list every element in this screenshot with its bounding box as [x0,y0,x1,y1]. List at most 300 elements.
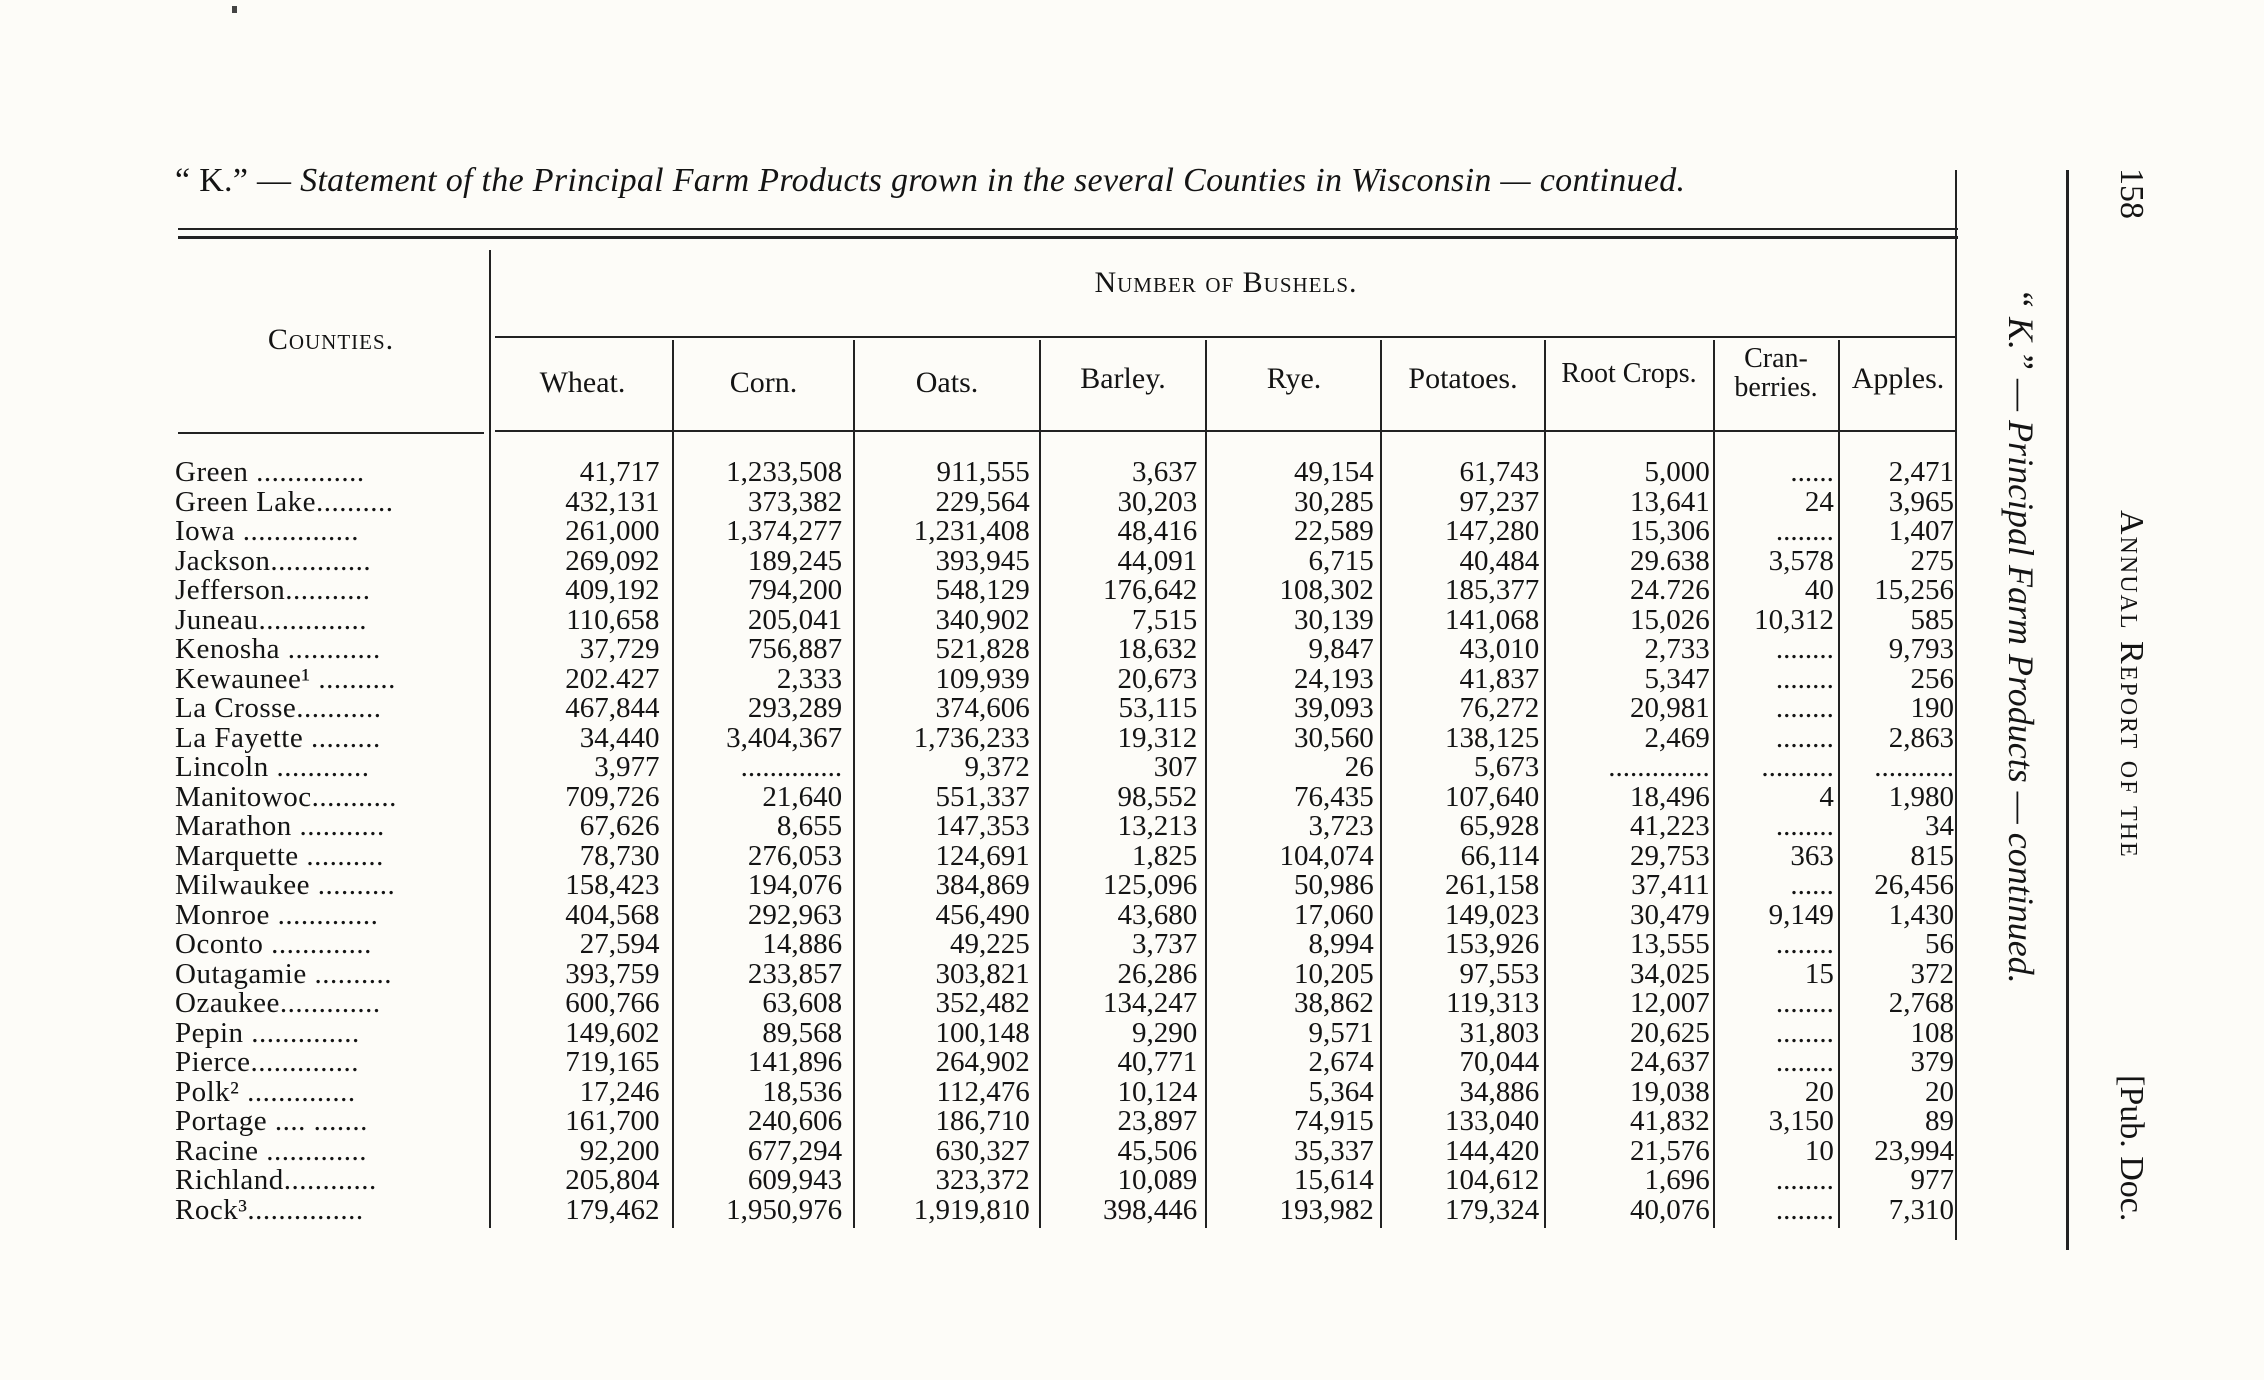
cell-rye: 193,982 [1279,1195,1374,1225]
cell-rye: 35,337 [1294,1136,1374,1166]
cell-wheat: 719,165 [565,1048,660,1078]
cell-corn: 141,896 [747,1048,843,1078]
cell-corn: .............. [740,753,843,783]
cell-potatoes: 133,040 [1445,1107,1540,1137]
table-row [175,724,1970,754]
cell-wheat: 37,729 [579,635,660,665]
cell-cran: 24 [1804,487,1834,517]
cell-potatoes: 97,553 [1459,959,1540,989]
cell-oats: 548,129 [935,576,1030,606]
header-barley: Barley. [1080,362,1166,395]
cell-root: 2,733 [1644,635,1710,665]
cell-cran: 15 [1804,959,1834,989]
cell-barley: 53,115 [1118,694,1198,724]
cell-apples: 26,456 [1874,871,1954,901]
cell-potatoes: 147,280 [1445,517,1540,547]
cell-root: 5,347 [1644,664,1710,694]
cell-oats: 911,555 [936,458,1030,488]
cell-apples: 7,310 [1888,1195,1954,1225]
cell-cran: ...... [1790,458,1834,488]
cell-name: La Fayette ......... [175,723,381,753]
cell-oats: 186,710 [935,1107,1030,1137]
header-number-of-bushels: Number of Bushels. [1094,266,1358,299]
header-apples: Apples. [1851,362,1945,395]
cell-root: 34,025 [1630,959,1710,989]
cell-cran: ...... [1790,871,1834,901]
cell-name: Ozaukee............. [175,989,381,1019]
cell-name: Jackson............. [175,546,372,576]
cell-name: Racine ............. [175,1136,368,1166]
cell-wheat: 404,568 [565,900,660,930]
cell-corn: 63,608 [762,989,843,1019]
header-bottom-rule-right [495,430,1957,432]
cell-apples: 2,863 [1888,723,1954,753]
cell-wheat: 158,423 [565,871,660,901]
cell-wheat: 17,246 [579,1077,660,1107]
cell-barley: 45,506 [1117,1136,1198,1166]
table-row [175,1048,1970,1078]
cell-corn: 89,568 [762,1018,843,1048]
cell-cran: 3,578 [1768,546,1834,576]
cell-potatoes: 76,272 [1459,694,1540,724]
cell-potatoes: 34,886 [1459,1077,1540,1107]
cell-oats: 521,828 [935,635,1030,665]
cell-root: 13,555 [1630,930,1710,960]
header-counties: Counties. [267,323,395,356]
cell-rye: 9,571 [1308,1018,1374,1048]
cell-barley: 125,096 [1102,871,1198,901]
cell-wheat: 202.427 [565,664,660,694]
cell-oats: 1,919,810 [913,1195,1030,1225]
cell-potatoes: 261,158 [1445,871,1540,901]
cell-corn: 794,200 [747,576,843,606]
cell-corn: 1,950,976 [726,1195,843,1225]
cell-apples: 190 [1910,694,1954,724]
cell-wheat: 110,658 [566,605,660,635]
table-row [175,517,1970,547]
cell-rye: 39,093 [1294,694,1374,724]
cell-root: 19,038 [1630,1077,1710,1107]
cell-oats: 109,939 [935,664,1030,694]
cell-cran: 9,149 [1768,900,1834,930]
cell-corn: 609,943 [747,1166,843,1196]
cell-oats: 264,902 [935,1048,1030,1078]
cell-wheat: 409,192 [565,576,660,606]
table-row [175,1078,1970,1108]
cell-root: 18,496 [1630,782,1710,812]
cell-potatoes: 66,114 [1460,841,1540,871]
cell-barley: 3,737 [1131,930,1198,960]
cell-name: Manitowoc........... [175,782,397,812]
table-row [175,488,1970,518]
cell-apples: 256 [1910,664,1954,694]
cell-cran: ........ [1775,1018,1834,1048]
cell-corn: 18,536 [762,1077,843,1107]
cell-potatoes: 149,023 [1445,900,1540,930]
cell-wheat: 467,844 [565,694,660,724]
table-row [175,576,1970,606]
cell-cran: ........ [1775,694,1834,724]
cell-cran: ........ [1775,1195,1834,1225]
cell-oats: 456,490 [935,900,1030,930]
cell-rye: 8,994 [1308,930,1374,960]
cell-corn: 233,857 [747,959,843,989]
cell-wheat: 41,717 [579,458,660,488]
cell-potatoes: 5,673 [1474,753,1540,783]
table-row [175,1196,1970,1226]
cell-apples: 977 [1910,1166,1954,1196]
cell-potatoes: 153,926 [1445,930,1540,960]
cell-apples: 379 [1910,1048,1954,1078]
cell-potatoes: 40,484 [1459,546,1540,576]
cell-potatoes: 144,420 [1445,1136,1540,1166]
cell-root: .............. [1608,753,1710,783]
cell-root: 20,625 [1630,1018,1710,1048]
cell-wheat: 432,131 [565,487,660,517]
cell-root: 24,637 [1630,1048,1710,1078]
cell-root: 37,411 [1631,871,1710,901]
cell-potatoes: 41,837 [1459,664,1540,694]
cell-wheat: 261,000 [565,517,660,547]
cell-rye: 22,589 [1294,517,1374,547]
cell-corn: 8,655 [776,812,843,842]
cell-cran: ........ [1775,812,1834,842]
cell-wheat: 27,594 [579,930,660,960]
cell-wheat: 269,092 [565,546,660,576]
cell-name: Rock³............... [175,1195,364,1225]
table-row [175,871,1970,901]
table-row [175,1166,1970,1196]
cell-apples: 585 [1910,605,1954,635]
cell-name: Pierce.............. [175,1048,359,1078]
cell-corn: 194,076 [747,871,843,901]
header-group-rule [495,336,1957,338]
cell-potatoes: 104,612 [1445,1166,1540,1196]
cell-oats: 352,482 [935,989,1030,1019]
cell-corn: 276,053 [747,841,843,871]
cell-root: 2,469 [1644,723,1710,753]
cell-wheat: 78,730 [579,841,660,871]
header-wheat: Wheat. [539,366,626,399]
cell-name: La Crosse........... [175,694,382,724]
cell-oats: 374,606 [935,694,1030,724]
running-title-vertical: “ K.” — Principal Farm Products — continued. [2001,288,2041,984]
cell-cran: ........ [1775,723,1834,753]
cell-barley: 13,213 [1117,812,1198,842]
cell-corn: 3,404,367 [726,723,843,753]
cell-potatoes: 107,640 [1445,782,1540,812]
cell-name: Kenosha ............ [175,635,381,665]
cell-root: 41,223 [1630,812,1710,842]
cell-name: Portage .... ....... [175,1107,368,1137]
cell-name: Richland............ [175,1166,377,1196]
cell-root: 21,576 [1630,1136,1710,1166]
cell-oats: 551,337 [935,782,1030,812]
cell-barley: 176,642 [1102,576,1198,606]
cell-oats: 147,353 [935,812,1030,842]
speck-mark [232,6,237,13]
cell-corn: 373,382 [747,487,843,517]
cell-oats: 229,564 [935,487,1030,517]
cell-rye: 3,723 [1308,812,1374,842]
title-rule-top [178,228,1958,230]
cell-root: 15,026 [1630,605,1710,635]
cell-apples: 815 [1910,841,1954,871]
cell-rye: 30,560 [1294,723,1374,753]
cell-apples: 15,256 [1874,576,1954,606]
cell-barley: 1,825 [1131,841,1198,871]
header-bottom-rule-left [178,432,484,434]
table-row [175,635,1970,665]
cell-apples: 3,965 [1888,487,1954,517]
cell-root: 40,076 [1630,1195,1710,1225]
cell-name: Green Lake.......... [175,487,394,517]
table-row [175,842,1970,872]
cell-barley: 19,312 [1117,723,1198,753]
cell-rye: 15,614 [1294,1166,1374,1196]
cell-root: 1,696 [1644,1166,1710,1196]
cell-cran: ........ [1775,1048,1834,1078]
cell-barley: 43,680 [1117,900,1198,930]
cell-potatoes: 31,803 [1459,1018,1540,1048]
cell-barley: 48,416 [1117,517,1198,547]
cell-oats: 124,691 [935,841,1030,871]
cell-barley: 10,124 [1117,1077,1198,1107]
cell-oats: 303,821 [935,959,1030,989]
cell-rye: 6,715 [1308,546,1374,576]
cell-apples: 23,994 [1874,1136,1954,1166]
title-prefix: “ K.” — [175,162,301,199]
table-row [175,783,1970,813]
header-root-crops: Root Crops. [1561,358,1697,389]
cell-cran: ........ [1775,989,1834,1019]
cell-corn: 21,640 [762,782,843,812]
cell-cran: ........ [1775,635,1834,665]
cell-wheat: 709,726 [565,782,660,812]
cell-root: 41,832 [1630,1107,1710,1137]
cell-barley: 18,632 [1117,635,1198,665]
cell-cran: ........ [1775,664,1834,694]
cell-oats: 323,372 [935,1166,1030,1196]
pub-doc-label: [Pub. Doc. [2113,1075,2150,1222]
cell-root: 13,641 [1630,487,1710,517]
page-number: 158 [2113,168,2150,219]
cell-wheat: 600,766 [565,989,660,1019]
cell-barley: 23,897 [1117,1107,1198,1137]
cell-apples: 34 [1925,812,1954,842]
table-row [175,665,1970,695]
cell-wheat: 149,602 [565,1018,660,1048]
cell-corn: 293,289 [747,694,843,724]
cell-root: 15,306 [1630,517,1710,547]
cell-rye: 104,074 [1279,841,1374,871]
cell-apples: 1,407 [1888,517,1954,547]
cell-root: 29.638 [1630,546,1710,576]
cell-root: 12,007 [1630,989,1710,1019]
cell-barley: 10,089 [1117,1166,1198,1196]
cell-corn: 14,886 [762,930,843,960]
table-row [175,989,1970,1019]
cell-corn: 2,333 [776,664,843,694]
title-italic: Statement of the Principal Farm Products grown in the several Counties in Wisconsin — continued. [300,162,1686,199]
cell-potatoes: 185,377 [1445,576,1540,606]
cell-barley: 44,091 [1117,546,1198,576]
cell-potatoes: 119,313 [1446,989,1540,1019]
cell-wheat: 161,700 [565,1107,660,1137]
cell-name: Pepin .............. [175,1018,360,1048]
cell-barley: 20,673 [1117,664,1198,694]
cell-barley: 40,771 [1117,1048,1198,1078]
cell-rye: 108,302 [1279,576,1374,606]
cell-cran: 363 [1790,841,1834,871]
cell-rye: 50,986 [1294,871,1374,901]
cell-potatoes: 70,044 [1459,1048,1540,1078]
cell-rye: 9,847 [1308,635,1374,665]
side-rule [2066,170,2069,1250]
table-row [175,547,1970,577]
cell-rye: 49,154 [1294,458,1374,488]
cell-cran: 3,150 [1768,1107,1834,1137]
cell-apples: 1,980 [1888,782,1954,812]
cell-apples: 275 [1910,546,1954,576]
cell-cran: 4 [1819,782,1834,812]
cell-root: 5,000 [1644,458,1710,488]
cell-corn: 1,233,508 [726,458,843,488]
cell-wheat: 393,759 [565,959,660,989]
farm-products-table [175,458,1970,1225]
cell-apples: 20 [1925,1077,1954,1107]
cell-rye: 2,674 [1308,1048,1374,1078]
cell-rye: 24,193 [1294,664,1374,694]
table-row [175,458,1970,488]
cell-apples: 2,471 [1888,458,1954,488]
cell-apples: 1,430 [1888,900,1954,930]
cell-cran: 20 [1804,1077,1834,1107]
cell-wheat: 92,200 [579,1136,660,1166]
cell-name: Milwaukee .......... [175,871,396,901]
table-row [175,812,1970,842]
cell-oats: 100,148 [935,1018,1030,1048]
cell-barley: 7,515 [1131,605,1198,635]
cell-apples: 9,793 [1888,635,1954,665]
header-rye: Rye. [1266,362,1322,395]
cell-cran: ........ [1775,517,1834,547]
table-row [175,606,1970,636]
cell-root: 24.726 [1630,576,1710,606]
cell-cran: .......... [1761,753,1834,783]
cell-name: Juneau.............. [175,605,368,635]
cell-oats: 630,327 [935,1136,1030,1166]
cell-potatoes: 97,237 [1459,487,1540,517]
cell-name: Marathon ........... [175,812,385,842]
cell-name: Green .............. [175,458,365,488]
cell-name: Marquette .......... [175,841,384,871]
cell-rye: 76,435 [1294,782,1374,812]
cell-name: Lincoln ............ [175,753,370,783]
cell-oats: 384,869 [935,871,1030,901]
cell-name: Outagamie .......... [175,959,392,989]
cell-cran: ........ [1775,930,1834,960]
cell-barley: 3,637 [1131,458,1198,488]
cell-name: Kewaunee¹ .......... [175,664,396,694]
cell-oats: 1,736,233 [913,723,1030,753]
cell-corn: 292,963 [747,900,843,930]
cell-cran: 10,312 [1754,605,1834,635]
table-row [175,694,1970,724]
table-row [175,930,1970,960]
cell-potatoes: 61,743 [1459,458,1540,488]
cell-root: 30,479 [1630,900,1710,930]
cell-name: Iowa ............... [175,517,359,547]
cell-name: Oconto ............. [175,930,372,960]
cell-barley: 134,247 [1102,989,1198,1019]
cell-oats: 49,225 [949,930,1030,960]
cell-rye: 38,862 [1294,989,1374,1019]
cell-oats: 112,476 [936,1077,1030,1107]
cell-root: 29,753 [1630,841,1710,871]
cell-oats: 1,231,408 [913,517,1030,547]
cell-rye: 5,364 [1308,1077,1374,1107]
cell-rye: 26 [1344,753,1374,783]
cell-potatoes: 141,068 [1445,605,1540,635]
table-row [175,1107,1970,1137]
cell-corn: 1,374,277 [726,517,843,547]
header-oats: Oats. [915,366,979,399]
cell-oats: 393,945 [935,546,1030,576]
cell-name: Monroe ............. [175,900,379,930]
cell-barley: 26,286 [1117,959,1198,989]
cell-apples: 2,768 [1888,989,1954,1019]
cell-rye: 74,915 [1294,1107,1374,1137]
title-rule-bottom [178,236,1958,239]
header-corn: Corn. [729,366,798,399]
cell-potatoes: 43,010 [1459,635,1540,665]
cell-rye: 30,285 [1294,487,1374,517]
cell-wheat: 34,440 [579,723,660,753]
cell-corn: 756,887 [747,635,843,665]
cell-apples: ........... [1874,753,1954,783]
cell-barley: 398,446 [1102,1195,1198,1225]
header-potatoes: Potatoes. [1408,362,1518,395]
cell-barley: 98,552 [1117,782,1198,812]
cell-corn: 205,041 [747,605,843,635]
cell-name: Polk² .............. [175,1077,356,1107]
cell-barley: 30,203 [1117,487,1198,517]
table-row [175,1137,1970,1167]
cell-rye: 30,139 [1294,605,1374,635]
cell-cran: 40 [1804,576,1834,606]
cell-root: 20,981 [1630,694,1710,724]
cell-corn: 189,245 [747,546,843,576]
header-cranberries: Cran- berries. [1734,343,1818,404]
cell-wheat: 3,977 [594,753,660,783]
table-row [175,1019,1970,1049]
cell-cran: 10 [1804,1136,1834,1166]
cell-apples: 89 [1925,1107,1954,1137]
cell-rye: 17,060 [1294,900,1374,930]
cell-apples: 56 [1925,930,1954,960]
report-title-vertical: Annual Report of the [2113,510,2150,859]
table-row [175,960,1970,990]
table-row [175,901,1970,931]
cell-potatoes: 179,324 [1445,1195,1540,1225]
cell-apples: 108 [1910,1018,1954,1048]
cell-cran: ........ [1775,1166,1834,1196]
cell-rye: 10,205 [1294,959,1374,989]
cell-name: Jefferson........... [175,576,371,606]
cell-oats: 9,372 [964,753,1030,783]
cell-corn: 240,606 [747,1107,843,1137]
